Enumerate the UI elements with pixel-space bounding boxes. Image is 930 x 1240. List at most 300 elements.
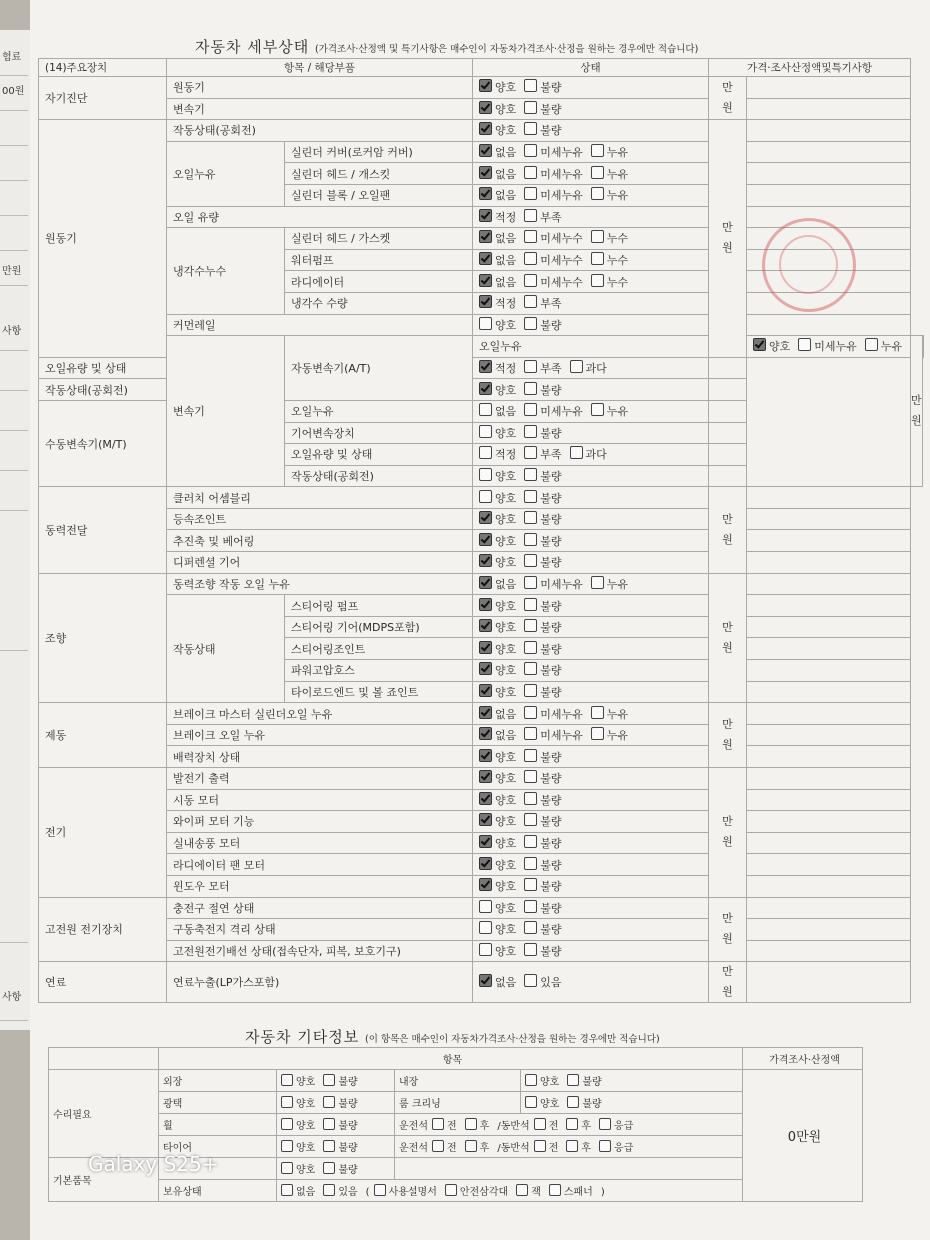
checkbox-icon[interactable] bbox=[591, 274, 604, 287]
status-option[interactable] bbox=[479, 511, 516, 527]
checkbox-icon[interactable] bbox=[479, 187, 492, 200]
checkbox-icon[interactable] bbox=[524, 813, 537, 826]
checkbox-icon[interactable] bbox=[479, 900, 492, 913]
checkbox-icon[interactable] bbox=[281, 1140, 293, 1152]
status-option-label: 미세누수 bbox=[540, 232, 583, 246]
checkbox-icon[interactable] bbox=[524, 619, 537, 632]
checkbox-icon[interactable] bbox=[524, 382, 537, 395]
checkbox-icon[interactable] bbox=[479, 382, 492, 395]
status-options bbox=[473, 465, 709, 487]
checkbox-icon[interactable] bbox=[524, 727, 537, 740]
table-row bbox=[39, 854, 924, 876]
status-option[interactable] bbox=[479, 403, 516, 419]
status-option[interactable] bbox=[524, 425, 561, 441]
status-option-label: 양호 bbox=[495, 318, 517, 332]
item-label: 오일누유 bbox=[473, 336, 709, 358]
item-label: 오일누유 bbox=[285, 400, 473, 422]
status-options bbox=[473, 875, 709, 897]
checkbox-icon[interactable] bbox=[524, 360, 537, 373]
status-option[interactable] bbox=[479, 230, 516, 246]
status-option[interactable] bbox=[591, 706, 628, 722]
status-option[interactable] bbox=[479, 252, 516, 268]
status-option[interactable] bbox=[479, 706, 516, 722]
checkbox-icon[interactable] bbox=[479, 468, 492, 481]
checkbox-icon[interactable] bbox=[524, 187, 537, 200]
status-option[interactable] bbox=[479, 209, 516, 225]
checkbox-icon[interactable] bbox=[524, 576, 537, 589]
status-option[interactable] bbox=[524, 295, 561, 311]
category-label: 전기 bbox=[39, 768, 167, 898]
status-option-label: 미세누유 bbox=[814, 340, 857, 354]
checkbox-icon[interactable] bbox=[566, 1140, 578, 1152]
status-option[interactable] bbox=[479, 295, 516, 311]
checkbox-icon[interactable] bbox=[524, 770, 537, 783]
checkbox-icon[interactable] bbox=[591, 576, 604, 589]
note-cell bbox=[747, 854, 911, 876]
status-option[interactable] bbox=[591, 230, 628, 246]
checkbox-icon[interactable] bbox=[374, 1184, 386, 1196]
checkbox-icon[interactable] bbox=[524, 684, 537, 697]
checkbox-icon[interactable] bbox=[524, 554, 537, 567]
status-option-label: 없음 bbox=[495, 167, 517, 181]
item-label: 기어변속장치 bbox=[285, 422, 473, 444]
status-option[interactable] bbox=[524, 122, 561, 138]
status-option[interactable] bbox=[479, 187, 516, 203]
checkbox-icon[interactable] bbox=[432, 1118, 444, 1130]
checkbox-icon[interactable] bbox=[524, 662, 537, 675]
checkbox-icon[interactable] bbox=[479, 770, 492, 783]
status-option[interactable] bbox=[479, 974, 516, 990]
status-option[interactable] bbox=[591, 187, 628, 203]
status-option[interactable] bbox=[524, 490, 561, 506]
checkbox-icon[interactable] bbox=[599, 1118, 611, 1130]
status-option[interactable] bbox=[524, 403, 583, 419]
left-fragment: 험료 bbox=[2, 52, 22, 63]
status-option[interactable] bbox=[524, 641, 561, 657]
item-label: 등속조인트 bbox=[167, 508, 473, 530]
checkbox-icon[interactable] bbox=[479, 576, 492, 589]
status-option[interactable] bbox=[479, 727, 516, 743]
unit-label: 원 bbox=[722, 985, 733, 999]
status-option-label: 양호 bbox=[495, 534, 517, 548]
status-option[interactable] bbox=[798, 338, 857, 354]
status-option-label: 양호 bbox=[495, 102, 517, 116]
checkbox-icon[interactable] bbox=[524, 209, 537, 222]
status-option[interactable] bbox=[524, 835, 561, 851]
status-option[interactable] bbox=[524, 382, 561, 398]
checkbox-icon[interactable] bbox=[281, 1074, 293, 1086]
checkbox-icon[interactable] bbox=[479, 425, 492, 438]
checkbox-icon[interactable] bbox=[516, 1184, 528, 1196]
etc-info-title-note: (이 항목은 매수인이 자동차가격조사·산정을 원하는 경우에만 적습니다) bbox=[364, 1034, 660, 1045]
status-option[interactable] bbox=[865, 338, 902, 354]
checkbox-icon[interactable] bbox=[479, 490, 492, 503]
checkbox-icon[interactable] bbox=[479, 101, 492, 114]
checkbox-icon[interactable] bbox=[323, 1162, 335, 1174]
checkbox-icon[interactable] bbox=[479, 857, 492, 870]
checkbox-icon[interactable] bbox=[479, 533, 492, 546]
checkbox-icon[interactable] bbox=[524, 230, 537, 243]
status-option-label: 없음 bbox=[495, 976, 517, 990]
checkbox-icon[interactable] bbox=[591, 230, 604, 243]
checkbox-icon[interactable] bbox=[479, 684, 492, 697]
checkbox-icon[interactable] bbox=[524, 878, 537, 891]
checkbox-icon[interactable] bbox=[524, 857, 537, 870]
status-option[interactable] bbox=[570, 360, 607, 376]
status-options bbox=[473, 616, 709, 638]
status-option[interactable] bbox=[524, 706, 583, 722]
checkbox-icon[interactable] bbox=[479, 706, 492, 719]
status-option[interactable] bbox=[479, 382, 516, 398]
status-option[interactable] bbox=[479, 684, 516, 700]
status-option[interactable] bbox=[524, 684, 561, 700]
checkbox-icon[interactable] bbox=[479, 598, 492, 611]
item-label: 오일유량 및 상태 bbox=[285, 444, 473, 466]
status-option[interactable] bbox=[479, 490, 516, 506]
checkbox-icon[interactable] bbox=[524, 252, 537, 265]
status-options bbox=[473, 184, 709, 206]
status-option-label: 누유 bbox=[606, 707, 629, 721]
status-option[interactable] bbox=[479, 662, 516, 678]
red-seal-stamp bbox=[762, 218, 856, 312]
checkbox-icon[interactable] bbox=[323, 1074, 335, 1086]
checkbox-icon[interactable] bbox=[479, 274, 492, 287]
checkbox-icon[interactable] bbox=[591, 727, 604, 740]
item-label: 구동축전지 격리 상태 bbox=[167, 919, 473, 941]
checkbox-icon[interactable] bbox=[323, 1096, 335, 1108]
status-option[interactable] bbox=[479, 576, 516, 592]
status-option[interactable] bbox=[479, 943, 516, 959]
checkbox-icon[interactable] bbox=[524, 166, 537, 179]
status-option[interactable] bbox=[591, 403, 628, 419]
status-options bbox=[473, 789, 709, 811]
checkbox-icon[interactable] bbox=[591, 166, 604, 179]
checkbox-icon[interactable] bbox=[798, 338, 811, 351]
unit-label: 원 bbox=[722, 101, 733, 115]
checkbox-icon[interactable] bbox=[479, 835, 492, 848]
checkbox-icon[interactable] bbox=[524, 490, 537, 503]
option-label: 양호 bbox=[296, 1165, 316, 1176]
status-option-label: 누유 bbox=[606, 729, 629, 743]
checkbox-icon[interactable] bbox=[599, 1140, 611, 1152]
status-option[interactable] bbox=[570, 446, 607, 462]
note-cell bbox=[747, 141, 911, 163]
status-option[interactable] bbox=[479, 468, 516, 484]
checkbox-icon[interactable] bbox=[524, 122, 537, 135]
checkbox-icon[interactable] bbox=[524, 835, 537, 848]
checkbox-icon[interactable] bbox=[570, 360, 583, 373]
checkbox-icon[interactable] bbox=[524, 446, 537, 459]
checkbox-icon[interactable] bbox=[479, 662, 492, 675]
status-option[interactable] bbox=[524, 749, 561, 765]
status-option[interactable] bbox=[479, 122, 516, 138]
status-option[interactable] bbox=[524, 187, 583, 203]
status-option[interactable] bbox=[479, 813, 516, 829]
status-option-label: 양호 bbox=[495, 124, 517, 138]
status-option[interactable] bbox=[479, 792, 516, 808]
checkbox-icon[interactable] bbox=[479, 813, 492, 826]
status-option[interactable] bbox=[479, 446, 516, 462]
status-option-label: 미세누수 bbox=[540, 254, 583, 268]
unit-label: 원 bbox=[722, 532, 733, 546]
status-option[interactable] bbox=[524, 727, 583, 743]
status-option[interactable] bbox=[479, 360, 516, 376]
checkbox-icon[interactable] bbox=[479, 317, 492, 330]
option-label: 후 bbox=[581, 1121, 592, 1132]
checkbox-icon[interactable] bbox=[524, 792, 537, 805]
checkbox-icon[interactable] bbox=[524, 295, 537, 308]
status-option-label: 없음 bbox=[495, 275, 517, 289]
checkbox-icon[interactable] bbox=[479, 295, 492, 308]
status-option[interactable] bbox=[524, 878, 561, 894]
etc-row-label: 보유상태 bbox=[159, 1180, 277, 1202]
checkbox-icon[interactable] bbox=[479, 230, 492, 243]
status-option[interactable] bbox=[479, 641, 516, 657]
status-option-label: 누유 bbox=[606, 577, 629, 591]
checkbox-icon[interactable] bbox=[479, 166, 492, 179]
status-option-label: 불량 bbox=[540, 858, 562, 872]
checkbox-icon[interactable] bbox=[524, 468, 537, 481]
checkbox-icon[interactable] bbox=[281, 1118, 293, 1130]
status-option[interactable] bbox=[479, 619, 516, 635]
checkbox-icon[interactable] bbox=[567, 1074, 579, 1086]
status-option[interactable] bbox=[479, 317, 516, 333]
status-option[interactable] bbox=[479, 554, 516, 570]
status-option[interactable] bbox=[479, 770, 516, 786]
checkbox-icon[interactable] bbox=[465, 1118, 477, 1130]
status-option[interactable] bbox=[591, 576, 628, 592]
checkbox-icon[interactable] bbox=[479, 619, 492, 632]
status-option-label: 미세누유 bbox=[540, 146, 583, 160]
status-option[interactable] bbox=[591, 144, 628, 160]
status-option[interactable] bbox=[479, 79, 516, 95]
status-option[interactable] bbox=[524, 101, 561, 117]
status-option[interactable] bbox=[591, 166, 628, 182]
status-option[interactable] bbox=[479, 749, 516, 765]
checkbox-icon[interactable] bbox=[432, 1140, 444, 1152]
note-cell bbox=[747, 724, 911, 746]
status-option[interactable] bbox=[479, 598, 516, 614]
status-option[interactable] bbox=[479, 878, 516, 894]
status-option[interactable] bbox=[524, 813, 561, 829]
status-option[interactable] bbox=[479, 166, 516, 182]
status-option[interactable] bbox=[524, 770, 561, 786]
status-option[interactable] bbox=[524, 166, 583, 182]
checkbox-icon[interactable] bbox=[549, 1184, 561, 1196]
status-option-label: 불량 bbox=[540, 469, 562, 483]
etc-repair-label: 수리필요 bbox=[49, 1070, 159, 1158]
status-option[interactable] bbox=[524, 533, 561, 549]
status-option[interactable] bbox=[524, 360, 561, 376]
status-option-label: 누수 bbox=[606, 275, 629, 289]
status-option[interactable] bbox=[524, 511, 561, 527]
table-row bbox=[39, 703, 924, 725]
item-label: 시동 모터 bbox=[167, 789, 473, 811]
status-option-label: 과다 bbox=[585, 448, 607, 462]
status-option[interactable] bbox=[524, 943, 561, 959]
checkbox-icon[interactable] bbox=[479, 749, 492, 762]
checkbox-icon[interactable] bbox=[591, 706, 604, 719]
status-option-label: 부족 bbox=[540, 448, 562, 462]
option-label: 양호 bbox=[296, 1121, 316, 1132]
checkbox-icon[interactable] bbox=[570, 446, 583, 459]
checkbox-icon[interactable] bbox=[479, 641, 492, 654]
table-row bbox=[39, 552, 924, 574]
etc-row-options bbox=[277, 1070, 395, 1092]
note-cell bbox=[747, 811, 911, 833]
status-option-label: 불량 bbox=[540, 750, 562, 764]
checkbox-icon[interactable] bbox=[591, 144, 604, 157]
status-option[interactable] bbox=[524, 857, 561, 873]
checkbox-icon[interactable] bbox=[479, 122, 492, 135]
checkbox-icon[interactable] bbox=[479, 360, 492, 373]
checkbox-icon[interactable] bbox=[479, 943, 492, 956]
status-option[interactable] bbox=[524, 554, 561, 570]
checkbox-icon[interactable] bbox=[524, 317, 537, 330]
checkbox-icon[interactable] bbox=[567, 1096, 579, 1108]
status-option[interactable] bbox=[479, 921, 516, 937]
item-label: 라디에이터 bbox=[285, 271, 473, 293]
checkbox-icon[interactable] bbox=[281, 1162, 293, 1174]
status-option[interactable] bbox=[524, 576, 583, 592]
checkbox-icon[interactable] bbox=[524, 943, 537, 956]
checkbox-icon[interactable] bbox=[479, 511, 492, 524]
checkbox-icon[interactable] bbox=[524, 900, 537, 913]
status-option[interactable] bbox=[524, 317, 561, 333]
checkbox-icon[interactable] bbox=[445, 1184, 457, 1196]
checkbox-icon[interactable] bbox=[524, 403, 537, 416]
checkbox-icon[interactable] bbox=[281, 1184, 293, 1196]
checkbox-icon[interactable] bbox=[479, 252, 492, 265]
checkbox-icon[interactable] bbox=[524, 144, 537, 157]
status-option[interactable] bbox=[591, 252, 628, 268]
checkbox-icon[interactable] bbox=[323, 1184, 335, 1196]
checkbox-icon[interactable] bbox=[323, 1140, 335, 1152]
checkbox-icon[interactable] bbox=[534, 1140, 546, 1152]
category-label: 동력전달 bbox=[39, 487, 167, 573]
unit-label: 만 bbox=[722, 512, 733, 526]
checkbox-icon[interactable] bbox=[524, 598, 537, 611]
status-options bbox=[473, 206, 709, 228]
section-title: 자동차 세부상태 (가격조사·산정액 및 특기사항은 매수인이 자동차가격조사·산정을 원하는 경우에만 적습니다) bbox=[195, 38, 699, 56]
status-option[interactable] bbox=[479, 144, 516, 160]
status-option[interactable] bbox=[524, 446, 561, 462]
table-row bbox=[39, 875, 924, 897]
checkbox-icon[interactable] bbox=[479, 403, 492, 416]
status-option[interactable] bbox=[753, 338, 790, 354]
checkbox-icon[interactable] bbox=[524, 641, 537, 654]
status-option[interactable] bbox=[479, 274, 516, 290]
etc-row bbox=[49, 1092, 863, 1114]
status-option[interactable] bbox=[524, 598, 561, 614]
checkbox-icon[interactable] bbox=[479, 727, 492, 740]
checkbox-icon[interactable] bbox=[525, 1074, 537, 1086]
status-options bbox=[473, 811, 709, 833]
note-cell bbox=[747, 703, 911, 725]
note-cell bbox=[747, 314, 911, 336]
etc-row-options bbox=[277, 1136, 395, 1158]
status-option[interactable] bbox=[524, 619, 561, 635]
status-option[interactable] bbox=[524, 662, 561, 678]
status-option[interactable] bbox=[479, 425, 516, 441]
checkbox-icon[interactable] bbox=[524, 974, 537, 987]
status-option[interactable] bbox=[524, 900, 561, 916]
status-option-label: 양호 bbox=[495, 383, 517, 397]
checkbox-icon[interactable] bbox=[591, 252, 604, 265]
status-option[interactable] bbox=[479, 857, 516, 873]
status-option[interactable] bbox=[524, 921, 561, 937]
status-option-label: 누수 bbox=[606, 232, 629, 246]
status-option[interactable] bbox=[591, 727, 628, 743]
checkbox-icon[interactable] bbox=[524, 533, 537, 546]
checkbox-icon[interactable] bbox=[524, 706, 537, 719]
checkbox-icon[interactable] bbox=[479, 209, 492, 222]
checkbox-icon[interactable] bbox=[524, 425, 537, 438]
document-page bbox=[30, 0, 930, 1240]
checkbox-icon[interactable] bbox=[524, 79, 537, 92]
status-option[interactable] bbox=[524, 79, 561, 95]
checkbox-icon[interactable] bbox=[479, 79, 492, 92]
note-cell bbox=[747, 897, 911, 919]
status-option-label: 불량 bbox=[540, 491, 562, 505]
status-option-label: 없음 bbox=[495, 189, 517, 203]
status-option[interactable] bbox=[524, 230, 583, 246]
checkbox-icon[interactable] bbox=[525, 1096, 537, 1108]
checkbox-icon[interactable] bbox=[479, 144, 492, 157]
status-option[interactable] bbox=[524, 274, 583, 290]
checkbox-icon[interactable] bbox=[479, 974, 492, 987]
status-option[interactable] bbox=[524, 792, 561, 808]
etc-row-options bbox=[277, 1158, 395, 1180]
status-option[interactable] bbox=[524, 252, 583, 268]
checkbox-icon[interactable] bbox=[534, 1118, 546, 1130]
note-cell bbox=[709, 400, 747, 422]
checkbox-icon[interactable] bbox=[524, 921, 537, 934]
status-option[interactable] bbox=[479, 533, 516, 549]
status-option[interactable] bbox=[524, 209, 561, 225]
status-option[interactable] bbox=[524, 974, 561, 990]
status-option[interactable] bbox=[479, 900, 516, 916]
checkbox-icon[interactable] bbox=[479, 878, 492, 891]
option-label: 양호 bbox=[296, 1077, 316, 1088]
checkbox-icon[interactable] bbox=[524, 511, 537, 524]
status-options bbox=[473, 530, 709, 552]
checkbox-icon[interactable] bbox=[479, 446, 492, 459]
status-option[interactable] bbox=[479, 101, 516, 117]
checkbox-icon[interactable] bbox=[479, 792, 492, 805]
checkbox-icon[interactable] bbox=[753, 338, 766, 351]
checkbox-icon[interactable] bbox=[865, 338, 878, 351]
checkbox-icon[interactable] bbox=[479, 554, 492, 567]
checkbox-icon[interactable] bbox=[591, 187, 604, 200]
etc-row-label: 타이어 bbox=[159, 1136, 277, 1158]
checkbox-icon[interactable] bbox=[524, 274, 537, 287]
status-option-label: 양호 bbox=[495, 837, 517, 851]
status-option[interactable] bbox=[524, 468, 561, 484]
checkbox-icon[interactable] bbox=[323, 1118, 335, 1130]
checkbox-icon[interactable] bbox=[524, 101, 537, 114]
status-option[interactable] bbox=[591, 274, 628, 290]
status-options bbox=[473, 357, 709, 379]
checkbox-icon[interactable] bbox=[566, 1118, 578, 1130]
checkbox-icon[interactable] bbox=[591, 403, 604, 416]
checkbox-icon[interactable] bbox=[465, 1140, 477, 1152]
checkbox-icon[interactable] bbox=[281, 1096, 293, 1108]
status-option[interactable] bbox=[524, 144, 583, 160]
checkbox-icon[interactable] bbox=[524, 749, 537, 762]
checkbox-icon[interactable] bbox=[479, 921, 492, 934]
status-option[interactable] bbox=[479, 835, 516, 851]
